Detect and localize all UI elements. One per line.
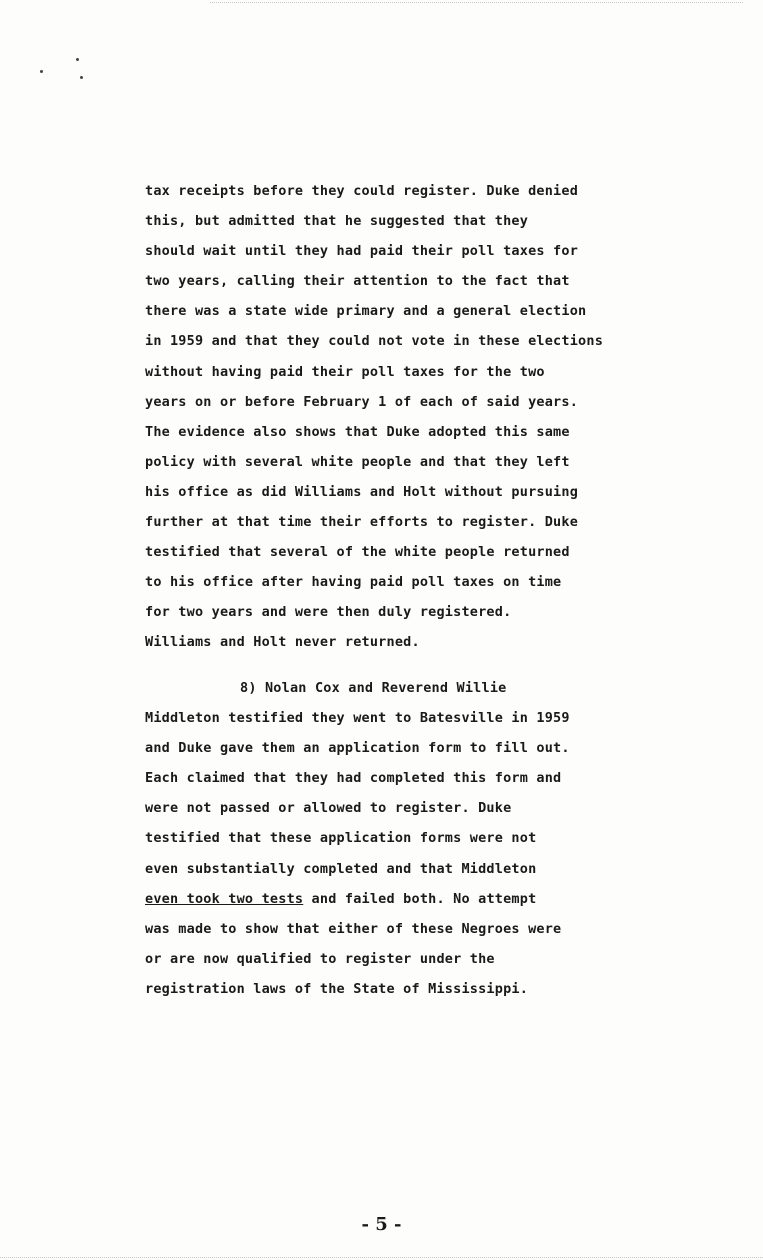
text-line: were not passed or allowed to register. Duke (145, 800, 512, 817)
text-line-rest: and failed both. No attempt (303, 890, 537, 907)
scan-speck (76, 58, 79, 61)
text-line: Williams and Holt never returned. (145, 634, 420, 651)
text-line: further at that time their efforts to register. Duke (145, 514, 579, 531)
bottom-edge-rule (0, 1257, 763, 1258)
scan-speck (80, 76, 83, 79)
text-line: even substantially completed and that Middleton (145, 860, 537, 877)
text-line: without having paid their poll taxes for the two (145, 363, 545, 380)
scan-speck (40, 70, 43, 73)
text-line: in 1959 and that they could not vote in these elections (145, 333, 604, 350)
text-line: to his office after having paid poll taxes on time (145, 574, 562, 591)
text-line: testified that several of the white people returned (145, 544, 570, 561)
text-line: tax receipts before they could register. Duke denied (145, 183, 579, 199)
text-line: policy with several white people and that they left (145, 453, 570, 470)
text-line: and Duke gave them an application form to fill out. (145, 740, 570, 757)
text-line: Middleton testified they went to Batesville in 1959 (145, 710, 570, 727)
top-edge-rule (210, 2, 743, 3)
text-line: for two years and were then duly registered. (145, 604, 512, 621)
text-line: was made to show that either of these Negroes were (145, 920, 562, 937)
text-line: this, but admitted that he suggested that they (145, 213, 529, 230)
paragraph-continued (145, 176, 665, 658)
text-line: or are now qualified to register under the (145, 950, 495, 967)
text-line: years on or before February 1 of each of said years. (145, 393, 579, 410)
text-line: two years, calling their attention to the fact that (145, 273, 570, 290)
text-line: his office as did Williams and Holt without pursuing (145, 483, 579, 500)
text-line: registration laws of the State of Mississippi. (145, 980, 529, 997)
text-line: there was a state wide primary and a general election (145, 303, 587, 320)
underlined-phrase: even took two tests (145, 890, 304, 907)
paragraph-8-first-line: 8) Nolan Cox and Reverend Willie (240, 680, 507, 696)
text-line (145, 884, 665, 914)
paragraph-8 (145, 673, 665, 1004)
text-line: Each claimed that they had completed this form and (145, 770, 562, 787)
text-line: testified that these application forms were not (145, 830, 537, 847)
text-line: should wait until they had paid their poll taxes for (145, 243, 579, 260)
page-number: - 5 - (361, 1214, 402, 1235)
text-line: The evidence also shows that Duke adopted this same (145, 423, 570, 440)
